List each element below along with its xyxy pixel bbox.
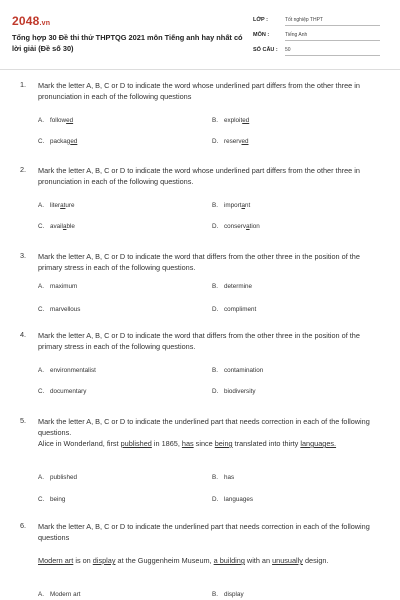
sentence-part: since	[193, 439, 215, 448]
option-text: import	[224, 202, 242, 209]
question-2	[20, 165, 382, 235]
option-a[interactable]	[38, 591, 80, 598]
option-underlined: a	[62, 223, 67, 230]
option-letter: B.	[212, 367, 218, 374]
option-letter: A.	[38, 367, 44, 374]
option-d[interactable]	[212, 306, 256, 313]
sentence-underlined-part: has	[181, 439, 194, 448]
meta-row-class	[253, 14, 388, 29]
option-b[interactable]	[212, 202, 250, 209]
option-text: being	[50, 496, 66, 503]
meta-row-count	[253, 44, 388, 59]
option-text-end: ure	[65, 202, 75, 209]
option-text: liter	[50, 202, 61, 209]
option-text: has	[224, 474, 235, 481]
option-text: marvellous	[50, 306, 81, 313]
option-text-end: ble	[66, 223, 75, 230]
option-letter: D.	[212, 496, 219, 503]
option-underlined: ed	[70, 138, 78, 145]
option-letter: A.	[38, 591, 44, 598]
meta-value: Tiếng Anh	[285, 32, 380, 41]
question-text: Mark the letter A, B, C or D to indicate the word that differs from the other three in the position of the primary stress in each of the following questions.	[38, 331, 360, 351]
option-underlined: at	[60, 202, 66, 209]
option-a[interactable]	[38, 283, 77, 290]
question-sentence	[38, 438, 383, 449]
meta-label: LỚP :	[253, 17, 268, 23]
option-letter: B.	[212, 591, 218, 598]
option-c[interactable]	[38, 388, 86, 395]
option-underlined: ed	[241, 138, 249, 145]
question-number: 6.	[20, 521, 27, 530]
option-letter: B.	[212, 474, 218, 481]
sentence-underlined-part: being	[214, 439, 233, 448]
question-number: 5.	[20, 416, 27, 425]
meta-label: SỐ CÂU :	[253, 47, 278, 53]
option-letter: A.	[38, 117, 44, 124]
option-text: documentary	[50, 388, 87, 395]
question-3	[20, 251, 382, 321]
sentence-part: is on	[73, 556, 93, 565]
option-letter: A.	[38, 283, 44, 290]
question-number: 3.	[20, 251, 27, 260]
meta-row-subject	[253, 29, 388, 44]
option-c[interactable]	[38, 223, 75, 230]
option-b[interactable]	[212, 117, 249, 124]
option-text: maximum	[50, 283, 78, 290]
option-letter: C.	[38, 138, 45, 145]
option-text: published	[50, 474, 77, 481]
option-underlined: a	[246, 223, 250, 230]
option-text: contamination	[224, 367, 264, 374]
question-number: 2.	[20, 165, 27, 174]
question-1	[20, 80, 382, 150]
option-a[interactable]	[38, 474, 77, 481]
question-5	[20, 416, 382, 508]
sentence-part: translated into thirty	[232, 439, 301, 448]
option-letter: B.	[212, 283, 218, 290]
question-sentence	[38, 555, 383, 566]
document-title: Tổng hợp 30 Đề thi thử THPTQG 2021 môn Tiếng anh hay nhất có lời giải (Đề số 30)	[12, 33, 243, 53]
option-text: Modern art	[50, 591, 81, 598]
option-letter: C.	[38, 496, 45, 503]
option-b[interactable]	[212, 474, 234, 481]
question-text: Mark the letter A, B, C or D to indicate the word that differs from the other three in the position of the primary stress in each of the following questions.	[38, 252, 360, 272]
sentence-underlined-part: published	[120, 439, 152, 448]
option-text: display	[224, 591, 244, 598]
option-b[interactable]	[212, 591, 244, 598]
option-text-end: tion	[249, 223, 260, 230]
option-underlined: a	[241, 202, 246, 209]
option-letter: C.	[38, 223, 45, 230]
option-text-end: nt	[245, 202, 251, 209]
option-text: exploit	[224, 117, 243, 124]
option-a[interactable]	[38, 367, 96, 374]
sentence-underlined-part: unusually	[272, 556, 303, 565]
option-c[interactable]	[38, 496, 65, 503]
option-letter: D.	[212, 388, 219, 395]
document-meta	[253, 14, 388, 59]
option-letter: B.	[212, 202, 218, 209]
option-d[interactable]	[212, 223, 260, 230]
sentence-part: design.	[302, 556, 329, 565]
question-text: Mark the letter A, B, C or D to indicate the underlined part that needs correction in each of the following questions.	[38, 417, 370, 437]
meta-value: Tốt nghiệp THPT	[285, 17, 380, 26]
option-letter: D.	[212, 306, 219, 313]
header-divider	[0, 69, 400, 70]
option-d[interactable]	[212, 388, 256, 395]
logo-suffix: .vn	[39, 20, 51, 27]
sentence-underlined-part: languages.	[300, 439, 337, 448]
sentence-underlined-part: display	[92, 556, 116, 565]
option-text: packag	[50, 138, 71, 145]
option-a[interactable]	[38, 202, 75, 209]
sentence-part: with an	[244, 556, 273, 565]
option-b[interactable]	[212, 283, 252, 290]
question-4	[20, 330, 382, 400]
option-text: conserv	[224, 223, 247, 230]
option-letter: C.	[38, 306, 45, 313]
option-underlined: ed	[66, 117, 74, 124]
option-c[interactable]	[38, 306, 80, 313]
question-text: Mark the letter A, B, C or D to indicate the underlined part that needs correction in each of the following questions	[38, 522, 370, 542]
option-d[interactable]	[212, 138, 249, 145]
option-letter: D.	[212, 223, 219, 230]
question-6	[20, 521, 382, 600]
option-text: environmentalist	[50, 367, 96, 374]
sentence-underlined-part: a building	[213, 556, 245, 565]
option-c[interactable]	[38, 138, 77, 145]
option-d[interactable]	[212, 496, 253, 503]
question-text: Mark the letter A, B, C or D to indicate the word whose underlined part differs from the other three in pronunciation in each of the following questions	[38, 81, 360, 101]
sentence-part: in 1865,	[151, 439, 182, 448]
option-letter: A.	[38, 474, 44, 481]
option-text: follow	[50, 117, 67, 124]
document-header	[0, 0, 400, 68]
option-letter: B.	[212, 117, 218, 124]
sentence-part: at the Guggenheim Museum,	[115, 556, 214, 565]
question-text: Mark the letter A, B, C or D to indicate the word whose underlined part differs from the other three in pronunciation in each of the following questions.	[38, 166, 360, 186]
option-b[interactable]	[212, 367, 263, 374]
option-text: biodiversity	[224, 388, 256, 395]
option-letter: D.	[212, 138, 219, 145]
option-a[interactable]	[38, 117, 73, 124]
question-number: 1.	[20, 80, 27, 89]
option-letter: A.	[38, 202, 44, 209]
meta-value: 50	[285, 47, 380, 56]
option-text: compliment	[224, 306, 257, 313]
sentence-underlined-part: Modern art	[38, 556, 74, 565]
meta-label: MÔN :	[253, 32, 270, 38]
option-text: languages	[224, 496, 254, 503]
logo-text: 2048	[12, 14, 40, 28]
option-letter: C.	[38, 388, 45, 395]
sentence-part: Alice in Wonderland, first	[38, 439, 121, 448]
option-text: determine	[224, 283, 253, 290]
option-underlined: ed	[242, 117, 250, 124]
option-text: avail	[50, 223, 63, 230]
question-number: 4.	[20, 330, 27, 339]
option-text: reserv	[224, 138, 242, 145]
site-logo[interactable]	[12, 14, 50, 28]
